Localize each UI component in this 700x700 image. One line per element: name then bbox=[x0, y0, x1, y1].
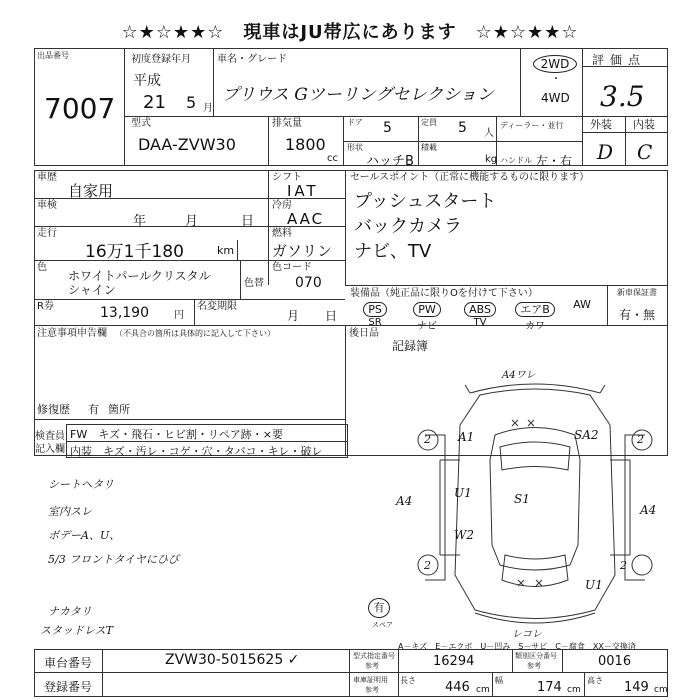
reg-expiry-day: 日 bbox=[325, 309, 338, 323]
warranty-label: 新車保証書 bbox=[617, 288, 657, 297]
model-code-value: DAA-ZVW30 bbox=[138, 135, 236, 154]
first-reg-era: 平成 bbox=[133, 73, 161, 89]
chassis-label: 車台番号 bbox=[44, 656, 93, 670]
equip-navi: ナビ bbox=[417, 321, 437, 332]
inspection-day-unit: 日 bbox=[241, 214, 255, 229]
equip-leather: カワ bbox=[525, 321, 545, 332]
hand-note-2: 室内スレ bbox=[48, 505, 92, 518]
dmg-tire-1: 2 bbox=[424, 433, 431, 446]
hand-note-5: ナカタリ bbox=[48, 605, 92, 618]
dmg-tire-2: 2 bbox=[637, 433, 644, 446]
equip-aw: AW bbox=[573, 298, 591, 311]
hand-note-4: 5/3 フロントタイヤにひび bbox=[48, 553, 179, 566]
car-diagram bbox=[400, 365, 670, 640]
equipment-label: 装備品（純正品に限りOを付けて下さい） bbox=[350, 288, 538, 299]
ac-label: 冷房 bbox=[272, 200, 292, 211]
dmg-left-w: W2 bbox=[454, 528, 474, 542]
category-number-label: 類別区分番号 bbox=[515, 652, 557, 660]
spare-oval bbox=[368, 598, 390, 618]
exterior-label: 外装 bbox=[590, 118, 612, 131]
capacity-unit: 人 bbox=[484, 128, 494, 139]
drive-2wd bbox=[533, 55, 577, 73]
first-reg-year: 21 bbox=[143, 92, 166, 113]
equip-sr: SR bbox=[368, 317, 382, 328]
equip-pw: PW bbox=[413, 302, 441, 317]
after-parts-label: 後日品 bbox=[349, 328, 379, 339]
after-parts-value: 記録簿 bbox=[392, 339, 429, 353]
hand-note-6: スタッドレスT bbox=[40, 624, 114, 637]
first-reg-month-unit: 月 bbox=[203, 103, 213, 114]
header-title: ☆★☆★★☆ 現車はJU帯広にあります ☆★☆★★☆ bbox=[121, 22, 579, 43]
category-number-value: 0016 bbox=[598, 654, 632, 669]
spare-value: 有 bbox=[373, 601, 385, 614]
reg-expiry-label: 名変期限 bbox=[197, 301, 237, 312]
dimensions-label: 車庫証明用 bbox=[353, 676, 388, 684]
sales-point-2: バックカメラ bbox=[354, 216, 462, 237]
repair-label: 修復歴 bbox=[37, 403, 70, 416]
model-code-label: 型式 bbox=[131, 118, 151, 129]
mileage-label: 走行 bbox=[37, 228, 57, 239]
color-swap-label: 色替 bbox=[244, 278, 264, 289]
damage-legend: A－キズ E－エクボ U－凹み S－サビ C－腐食 XX－交換済 bbox=[398, 642, 636, 651]
interior-label: 内装 bbox=[633, 118, 655, 131]
shift-label: シフト bbox=[272, 172, 302, 183]
displacement-label: 排気量 bbox=[272, 118, 302, 129]
drive-2wd-label: 2WD bbox=[540, 57, 570, 71]
sales-points-label: セールスポイント（正常に機能するものに限ります） bbox=[350, 172, 590, 183]
hand-note-3: ボデーA、U、 bbox=[48, 529, 121, 542]
dmg-center-s: S1 bbox=[514, 492, 530, 506]
ac-value: AAC bbox=[287, 210, 325, 228]
mileage-value: 16万1千180 bbox=[85, 242, 184, 262]
dmg-left-a: A1 bbox=[458, 430, 475, 444]
fuel-label: 燃料 bbox=[272, 228, 292, 239]
inspect-row-2: 内装 キズ・汚レ・コゲ・穴・タバコ・キレ・破レ bbox=[70, 445, 323, 458]
spare-label: スペア bbox=[372, 621, 393, 629]
recycle-value: 13,190 bbox=[100, 305, 149, 321]
load-label: 積載 bbox=[421, 143, 437, 152]
type-designation-sub: 参考 bbox=[365, 662, 379, 670]
dmg-right-a: SA2 bbox=[574, 428, 599, 442]
score-label: 評価点 bbox=[592, 53, 647, 67]
lot-number: 7007 bbox=[44, 92, 116, 125]
load-unit: kg bbox=[485, 154, 498, 165]
inspection-label: 車検 bbox=[37, 200, 57, 211]
notes-sublabel: （不具合の箇所は具体的に記入して下さい） bbox=[115, 329, 275, 338]
recycle-label: R券 bbox=[37, 301, 54, 312]
equip-airbag: エアB bbox=[515, 302, 555, 317]
equip-abs: ABS bbox=[464, 302, 496, 317]
displacement-unit: cc bbox=[327, 153, 338, 164]
inspect-label-2: 記入欄 bbox=[35, 444, 65, 455]
color-label: 色 bbox=[37, 262, 47, 273]
hand-note-1: シートヘタリ bbox=[48, 478, 114, 491]
inspect-row-1: FW キズ・飛石・ヒビ割・リペア跡・×要 bbox=[70, 428, 283, 441]
history-value: 自家用 bbox=[68, 182, 114, 200]
length-unit: cm bbox=[476, 685, 490, 695]
shape-label: 形状 bbox=[347, 143, 363, 152]
dmg-rear-bumper: A4ワレ bbox=[502, 370, 536, 381]
height-unit: cm bbox=[654, 685, 668, 695]
shift-value: IAT bbox=[287, 182, 319, 200]
inspection-month-unit: 月 bbox=[185, 214, 199, 229]
sales-point-3: ナビ、TV bbox=[354, 241, 432, 262]
exterior-value: D bbox=[597, 140, 614, 164]
length-value: 446 bbox=[445, 680, 470, 695]
repair-value: 有 bbox=[88, 403, 99, 416]
history-label: 車歴 bbox=[37, 172, 57, 183]
capacity-value: 5 bbox=[458, 120, 467, 136]
handle-value: 左・右 bbox=[536, 154, 573, 168]
type-designation-label: 型式指定番号 bbox=[353, 652, 395, 660]
color-code-label: 色コード bbox=[272, 262, 312, 273]
equip-tv: TV bbox=[473, 317, 487, 328]
doors-label: ドア bbox=[347, 118, 363, 127]
dmg-left-side: A4 bbox=[396, 494, 413, 508]
equip-ps: PS bbox=[363, 302, 387, 317]
dimensions-sub: 参考 bbox=[365, 686, 379, 694]
width-value: 174 bbox=[537, 680, 562, 695]
chassis-value: ZVW30-5015625 ✓ bbox=[165, 652, 300, 668]
dmg-right-side: A4 bbox=[640, 503, 657, 517]
dealer-label: ディーラー・並行 bbox=[500, 121, 564, 130]
registration-label: 登録番号 bbox=[44, 680, 93, 694]
model-name-label: 車名・グレード bbox=[217, 54, 287, 65]
width-label: 幅 bbox=[495, 676, 503, 685]
lot-label: 出品番号 bbox=[37, 51, 69, 60]
type-designation-value: 16294 bbox=[433, 654, 475, 669]
mileage-unit: km bbox=[217, 244, 235, 257]
model-name-value: プリウス Gツーリングセレクション bbox=[222, 85, 494, 105]
category-number-sub: 参考 bbox=[527, 662, 541, 670]
displacement-value: 1800 bbox=[285, 135, 326, 154]
inspect-label-1: 検査員 bbox=[35, 431, 65, 442]
repair-place: 箇所 bbox=[108, 403, 130, 416]
length-label: 長さ bbox=[400, 676, 416, 685]
inspection-year-unit: 年 bbox=[133, 214, 147, 229]
reg-expiry-month: 月 bbox=[287, 309, 300, 323]
dmg-right-u: U1 bbox=[585, 578, 603, 592]
dmg-tire-4: 2 bbox=[620, 559, 627, 572]
drive-dot: ・ bbox=[551, 74, 561, 85]
height-value: 149 bbox=[624, 680, 649, 695]
fuel-value: ガソリン bbox=[272, 242, 333, 260]
first-reg-label: 初度登録年月 bbox=[131, 54, 191, 65]
recycle-unit: 円 bbox=[174, 310, 184, 321]
drive-4wd: 4WD bbox=[541, 91, 570, 105]
notes-label: 注意事項申告欄 bbox=[37, 328, 107, 339]
width-unit: cm bbox=[567, 685, 581, 695]
dmg-tire-3: 2 bbox=[424, 559, 431, 572]
dmg-front-bumper: レコレ bbox=[512, 629, 542, 640]
handle-label: ハンドル bbox=[500, 156, 532, 165]
doors-value: 5 bbox=[383, 120, 392, 136]
dmg-left-u: U1 bbox=[454, 486, 472, 500]
score-value: 3.5 bbox=[600, 80, 645, 113]
color-value-line2: シャイン bbox=[68, 283, 116, 297]
shape-value: ハッチB bbox=[366, 154, 414, 169]
color-code-value: 070 bbox=[295, 275, 322, 291]
interior-value: C bbox=[637, 140, 653, 164]
equipment-row bbox=[352, 298, 602, 332]
sales-point-1: プッシュスタート bbox=[354, 191, 497, 212]
warranty-value: 有・無 bbox=[619, 308, 656, 322]
first-reg-month: 5 bbox=[186, 93, 197, 112]
capacity-label: 定員 bbox=[421, 118, 437, 127]
height-label: 高さ bbox=[587, 676, 603, 685]
color-value-line1: ホワイトパールクリスタル bbox=[68, 269, 211, 283]
